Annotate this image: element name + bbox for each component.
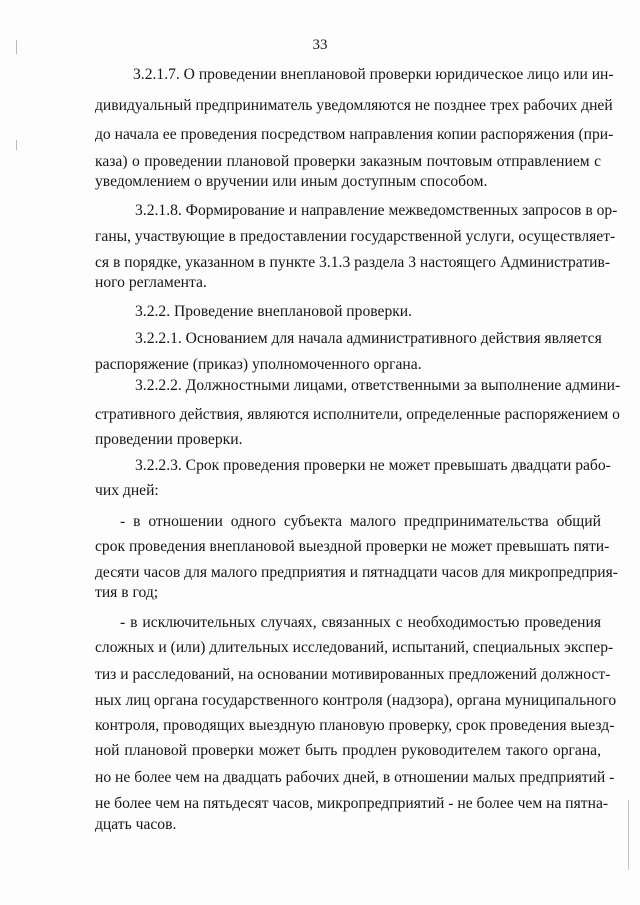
text-line: 3.2.2.3. Срок проведения проверки не может превышать двадцати рабо- bbox=[135, 457, 611, 474]
text-line: десяти часов для малого предприятия и пятнадцати часов для микропредприя- bbox=[95, 564, 618, 581]
text-line: сложных и (или) длительных исследований, испытаний, специальных экспер- bbox=[95, 639, 614, 656]
text-line: проведении проверки. bbox=[95, 431, 243, 448]
section-heading: 3.2.2. Проведение внеплановой проверки. bbox=[135, 303, 413, 320]
text-line: не более чем на пятьдесят часов, микропредприятий - не более чем на пятна- bbox=[95, 795, 609, 812]
text-line: каза) о проведении плановой проверки заказным почтовым отправлением с bbox=[95, 153, 601, 170]
text-line: ной плановой проверки может быть продлен руководителем такого органа, bbox=[95, 742, 601, 759]
text-line: контроля, проводящих выездную плановую проверку, срок проведения выезд- bbox=[95, 717, 615, 734]
text-line: но не более чем на двадцать рабочих дней, в отношении малых предприятий - bbox=[95, 769, 615, 786]
scan-edge-mark bbox=[16, 140, 17, 150]
text-line: стративного действия, являются исполнители, определенные распоряжением о bbox=[95, 406, 620, 423]
text-line: 3.2.1.7. О проведении внеплановой проверки юридическое лицо или ин- bbox=[133, 66, 614, 83]
page-number: 33 bbox=[312, 37, 328, 53]
text-line: ганы, участвующие в предоставлении государственной услуги, осуществляет- bbox=[95, 228, 616, 245]
text-line: до начала ее проведения посредством направления копии распоряжения (при- bbox=[95, 126, 614, 143]
text-line: уведомлением о вручении или иным доступным способом. bbox=[95, 173, 488, 190]
text-line: срок проведения внеплановой выездной проверки не может превышать пяти- bbox=[95, 538, 610, 555]
text-line: дивидуальный предприниматель уведомляются не позднее трех рабочих дней bbox=[95, 97, 613, 114]
scan-edge-mark bbox=[628, 800, 629, 870]
text-line: 3.2.2.2. Должностными лицами, ответственными за выполнение админи- bbox=[135, 377, 621, 394]
text-line: ных лиц органа государственного контроля (надзора), органа муниципального bbox=[95, 692, 617, 709]
text-line: ного регламента. bbox=[95, 274, 207, 291]
text-line: 3.2.2.1. Основанием для начала административного действия является bbox=[135, 330, 602, 347]
text-line: чих дней: bbox=[95, 482, 159, 499]
text-line: 3.2.1.8. Формирование и направление межведомственных запросов в ор- bbox=[135, 202, 618, 219]
text-line: ся в порядке, указанном в пункте 3.1.3 раздела 3 настоящего Административ- bbox=[95, 254, 611, 271]
text-line: тиз и расследований, на основании мотивированных предложений должност- bbox=[95, 666, 611, 683]
list-item-line: - в отношении одного субъекта малого предпринимательства общий bbox=[120, 513, 601, 530]
text-line: дцать часов. bbox=[95, 816, 177, 833]
list-item-line: - в исключительных случаях, связанных с необходимостью проведения bbox=[120, 614, 601, 631]
text-line: тия в год; bbox=[95, 584, 159, 601]
text-line: распоряжение (приказ) уполномоченного органа. bbox=[95, 356, 422, 373]
